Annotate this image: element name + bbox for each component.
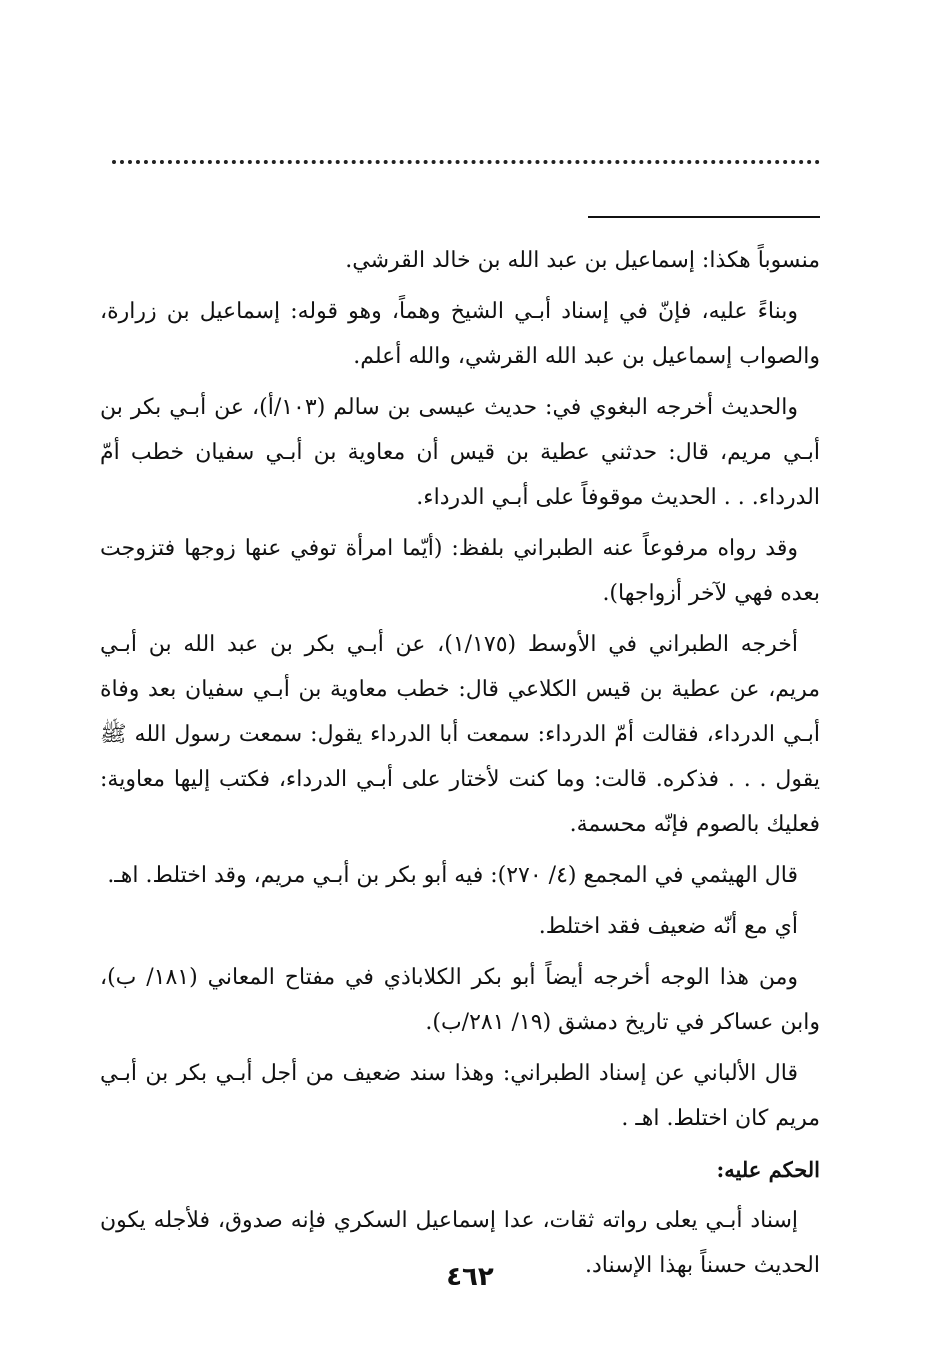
paragraph-correction: وبناءً عليه، فإنّ في إسناد أبـي الشيخ وهماً، وهو قوله: إسماعيل بن زرارة، والصواب إسماعيل بن عبد الله القرشي، والله أعلم. (100, 299, 820, 369)
paragraph-albani: قال الألباني عن إسناد الطبراني: وهذا سند ضعيف من أجل أبـي بكر بن أبـي مريم كان اختلط. اهـ . (100, 1061, 820, 1131)
page-number: ٤٦٢ (446, 1262, 494, 1292)
footnote-body (100, 238, 820, 1294)
paragraph-marfu: وقد رواه مرفوعاً عنه الطبراني بلفظ: (أيّما امرأة توفي عنها زوجها فتزوجت بعده فهي لآخر أزواجها). (100, 536, 820, 606)
paragraph-continuation: منسوباً هكذا: إسماعيل بن عبد الله بن خالد القرشي. (345, 248, 820, 273)
ruling-heading: الحكم عليه: (716, 1157, 820, 1182)
paragraph-ruling: إسناد أبـي يعلى رواته ثقات، عدا إسماعيل السكري فإنه صدوق، فلأجله يكون الحديث حسناً بهذا الإسناد. (100, 1208, 820, 1278)
paragraph-haythami: قال الهيثمي في المجمع (٤/ ٢٧٠): فيه أبو بكر بن أبـي مريم، وقد اختلط. اهـ. (107, 863, 798, 888)
footnote-rule (588, 216, 820, 218)
paragraph-comment: أي مع أنّه ضعيف فقد اختلط. (538, 914, 798, 939)
paragraph-baghawi: والحديث أخرجه البغوي في: حديث عيسى بن سالم (١٠٣/أ)، عن أبـي بكر بن أبـي مريم، قال: حدثني عطية بن قيس أن معاوية بن أبـي سفيان خطب أمّ الدرداء. . . الحديث موقوفاً على أبـي الدرداء. (100, 395, 820, 510)
paragraph-tabarani: أخرجه الطبراني في الأوسط (١/١٧٥)، عن أبـي بكر بن عبد الله بن أبـي مريم، عن عطية بن قيس الكلاعي قال: خطب معاوية بن أبـي سفيان بعد وفاة أبـي الدرداء، فقالت أمّ الدرداء: سمعت أبا الدرداء يقول: سمعت رسول الله ﷺ يقول . . . فذكره. قالت: وما كنت لأختار على أبـي الدرداء، فكتب إليها معاوية: فعليك بالصوم فإنّه محسمة. (100, 632, 820, 837)
paragraph-other-sources: ومن هذا الوجه أخرجه أيضاً أبو بكر الكلاباذي في مفتاح المعاني (١٨١/ ب)، وابن عساكر في تاريخ دمشق (١٩/ ٢٨١/ب). (100, 965, 820, 1035)
dotted-separator (112, 160, 820, 164)
